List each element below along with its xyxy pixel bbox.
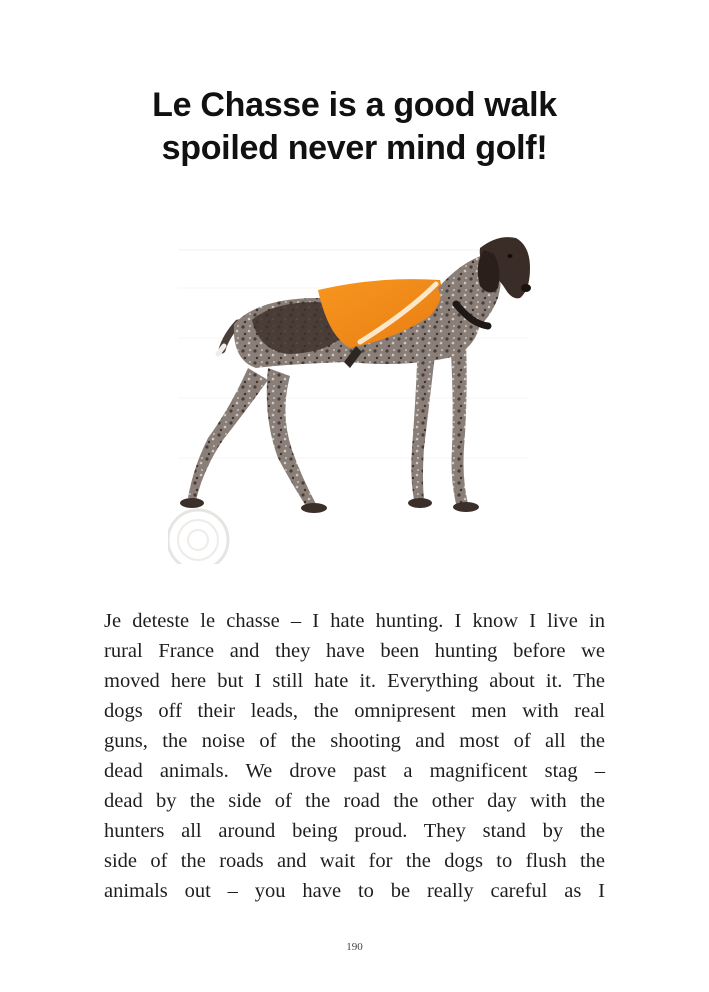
text-line: moved here but I still hate it. Everything about it. The — [104, 670, 605, 692]
dog-illustration — [168, 228, 540, 564]
body-paragraph — [104, 606, 605, 906]
text-line: dead by the side of the road the other day with the — [104, 790, 605, 812]
text-line: hunters all around being proud. They stand by the — [104, 820, 605, 842]
text-line: rural France and they have been hunting before we — [104, 640, 605, 662]
title-line: Le Chasse is a good walk — [152, 86, 557, 124]
text-line: dead animals. We drove past a magnificent stag – — [104, 760, 605, 782]
text-line: animals out – you have to be really careful as I — [104, 880, 605, 902]
page-number: 190 — [346, 941, 363, 953]
watermark-icon — [168, 510, 228, 564]
text-line: dogs off their leads, the omnipresent men with real — [104, 700, 605, 722]
dog-photo — [168, 228, 540, 564]
text-line: Je deteste le chasse – I hate hunting. I know I live in — [104, 610, 605, 632]
text-line: side of the roads and wait for the dogs to flush the — [104, 850, 605, 872]
page-title — [60, 84, 649, 170]
title-line: spoiled never mind golf! — [161, 129, 548, 167]
text-line: guns, the noise of the shooting and most of all the — [104, 730, 605, 752]
